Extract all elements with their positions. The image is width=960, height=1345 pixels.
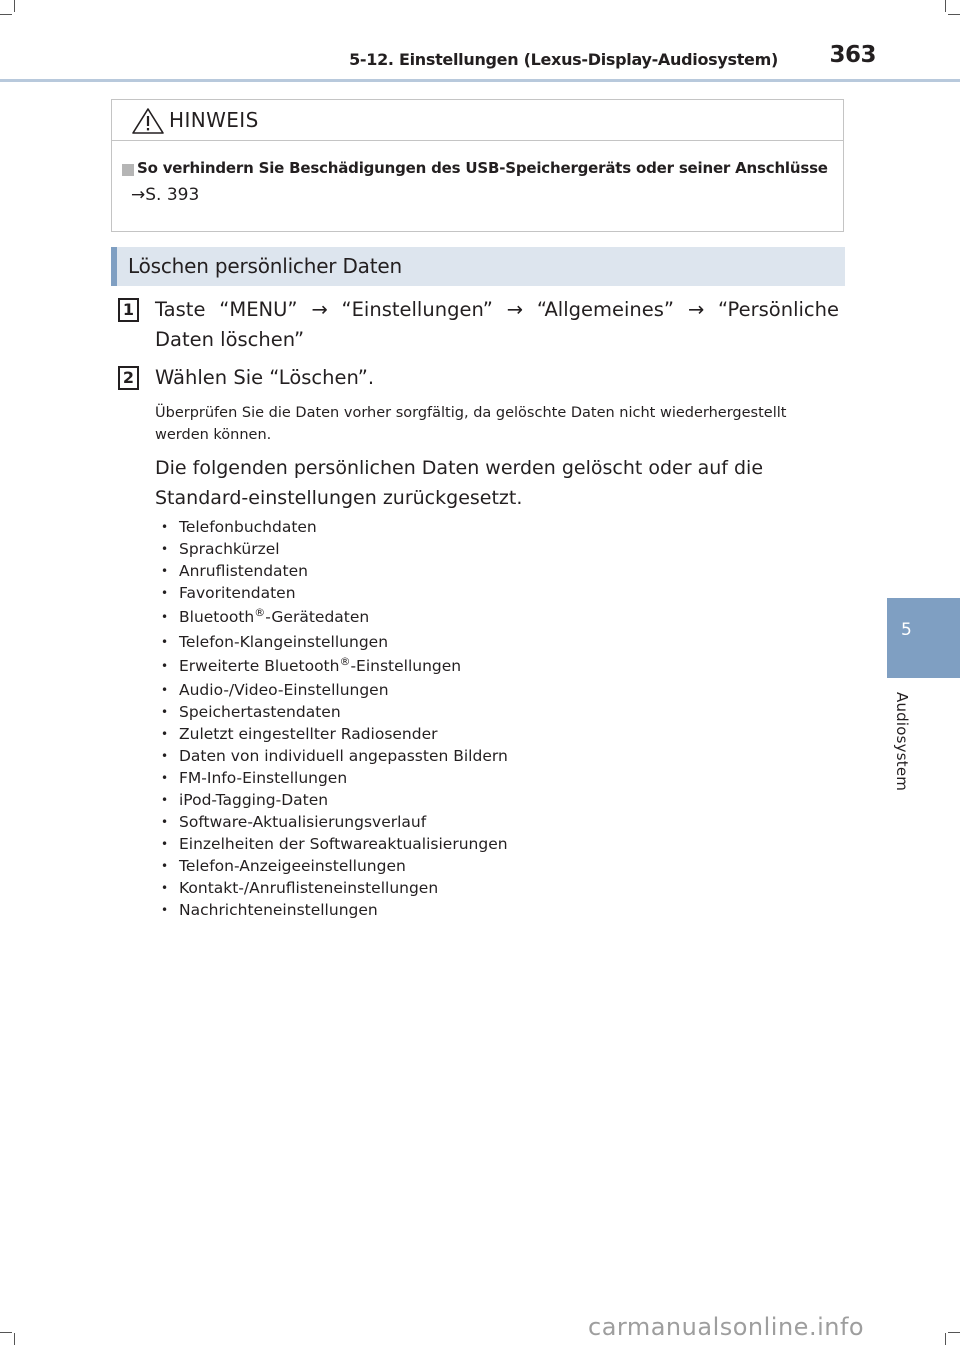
chapter-label: Audiosystem bbox=[893, 692, 911, 792]
notice-heading: So verhindern Sie Beschädigungen des USB-Speichergeräts oder seiner Anschlüsse bbox=[137, 159, 828, 177]
header-section-title: 5-12. Einstellungen (Lexus-Display-Audiosystem) bbox=[349, 50, 778, 69]
crop-mark bbox=[0, 1332, 12, 1333]
step-text: Wählen Sie “Löschen”. bbox=[155, 366, 375, 389]
list-item: • Sprachkürzel bbox=[160, 538, 760, 560]
warning-icon bbox=[131, 107, 165, 135]
list-item: • iPod-Tagging-Daten bbox=[160, 789, 760, 811]
caution-note: Überprüfen Sie die Daten vorher sorgfältig, da gelöschte Daten nicht wiederhergestellt werden können. bbox=[155, 405, 787, 443]
notice-header bbox=[112, 100, 843, 141]
list-item: • Telefon-Klangeinstellungen bbox=[160, 631, 760, 653]
step-text: Taste “MENU” → “Einstellungen” → “Allgemeines” → “Persönliche Daten löschen” bbox=[155, 298, 839, 351]
crop-mark bbox=[948, 14, 960, 15]
list-item: • Nachrichteneinstellungen bbox=[160, 899, 760, 921]
personal-data-list bbox=[160, 516, 760, 921]
list-item: • Anruflistendaten bbox=[160, 560, 760, 582]
section-accent bbox=[111, 247, 117, 286]
list-item: • Speichertastendaten bbox=[160, 701, 760, 723]
list-item: • Software-Aktualisierungsverlauf bbox=[160, 811, 760, 833]
list-item: • FM-Info-Einstellungen bbox=[160, 767, 760, 789]
list-item: • Favoritendaten bbox=[160, 582, 760, 604]
intro-paragraph: Die folgenden persönlichen Daten werden gelöscht oder auf die Standard-einstellungen zurückgesetzt. bbox=[155, 457, 764, 509]
chapter-number: 5 bbox=[901, 620, 912, 640]
list-item: • Daten von individuell angepassten Bildern bbox=[160, 745, 760, 767]
page-number: 363 bbox=[829, 42, 876, 68]
watermark: carmanualsonline.info bbox=[588, 1313, 865, 1341]
crop-mark bbox=[945, 1333, 946, 1345]
chapter-tab[interactable] bbox=[887, 598, 960, 678]
notice-box bbox=[111, 99, 844, 232]
notice-title: HINWEIS bbox=[169, 108, 259, 132]
list-item: • Audio-/Video-Einstellungen bbox=[160, 679, 760, 701]
page-reference-link[interactable]: →S. 393 bbox=[131, 185, 200, 205]
list-item: • Telefonbuchdaten bbox=[160, 516, 760, 538]
step-number-badge: 1 bbox=[118, 298, 139, 322]
crop-mark bbox=[14, 1333, 15, 1345]
section-title: Löschen persönlicher Daten bbox=[128, 254, 402, 278]
list-item: • Zuletzt eingestellter Radiosender bbox=[160, 723, 760, 745]
crop-mark bbox=[0, 14, 12, 15]
square-bullet-icon bbox=[122, 164, 134, 176]
crop-mark bbox=[948, 1332, 960, 1333]
list-item: • Erweiterte Bluetooth®-Einstellungen bbox=[160, 653, 760, 680]
list-item: • Einzelheiten der Softwareaktualisierungen bbox=[160, 833, 760, 855]
crop-mark bbox=[945, 0, 946, 12]
list-item: • Kontakt-/Anruflisteneinstellungen bbox=[160, 877, 760, 899]
step-number-badge: 2 bbox=[118, 366, 139, 390]
crop-mark bbox=[14, 0, 15, 12]
list-item: • Telefon-Anzeigeeinstellungen bbox=[160, 855, 760, 877]
header-rule bbox=[0, 79, 960, 82]
list-item: • Bluetooth®-Gerätedaten bbox=[160, 604, 760, 631]
section-header bbox=[111, 247, 845, 286]
